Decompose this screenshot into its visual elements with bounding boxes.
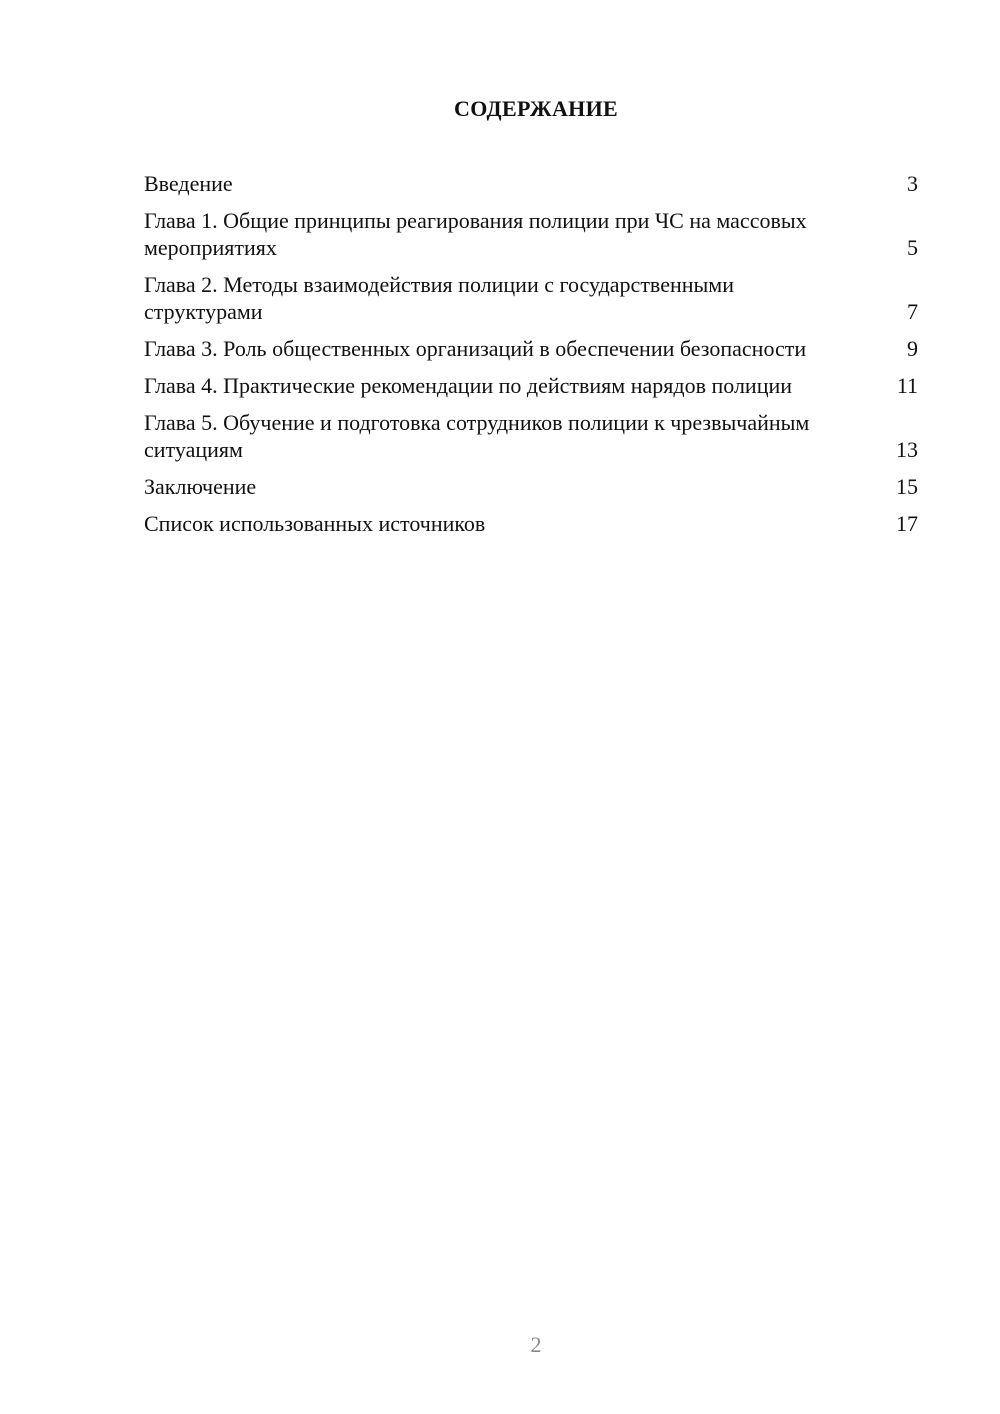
page-number: 2 <box>530 1332 542 1357</box>
table-of-contents <box>144 170 918 547</box>
toc-entry-label: Список использованных источников <box>144 511 486 536</box>
toc-entry-page: 11 <box>896 373 918 398</box>
toc-entry-label: Глава 5. Обучение и подготовка сотрудников полиции к чрезвычайным ситуациям <box>144 410 810 462</box>
toc-entry-chapter-5 <box>144 409 918 463</box>
toc-entry-chapter-2 <box>144 271 918 325</box>
toc-entry-page: 9 <box>907 336 918 361</box>
toc-entry-page: 15 <box>896 474 918 499</box>
toc-title: СОДЕРЖАНИЕ <box>454 96 618 121</box>
toc-entry-label: Заключение <box>144 474 257 499</box>
toc-entry-references <box>144 510 918 537</box>
toc-entry-conclusion <box>144 473 918 500</box>
toc-entry-chapter-3 <box>144 335 918 362</box>
toc-entry-page: 7 <box>907 299 918 324</box>
toc-entry-chapter-4 <box>144 372 918 399</box>
toc-entry-label: Глава 2. Методы взаимодействия полиции с государственными структурами <box>144 272 734 324</box>
toc-entry-label: Введение <box>144 171 233 196</box>
toc-entry-chapter-1 <box>144 207 918 261</box>
toc-entry-page: 13 <box>896 437 918 462</box>
toc-entry-label: Глава 4. Практические рекомендации по действиям нарядов полиции <box>144 373 793 398</box>
toc-entry-label: Глава 1. Общие принципы реагирования полиции при ЧС на массовых мероприятиях <box>144 208 807 260</box>
toc-entry-page: 3 <box>907 171 918 196</box>
toc-entry-label: Глава 3. Роль общественных организаций в обеспечении безопасности <box>144 336 807 361</box>
toc-entry-page: 17 <box>896 511 918 536</box>
toc-entry-introduction <box>144 170 918 197</box>
toc-entry-page: 5 <box>907 235 918 260</box>
